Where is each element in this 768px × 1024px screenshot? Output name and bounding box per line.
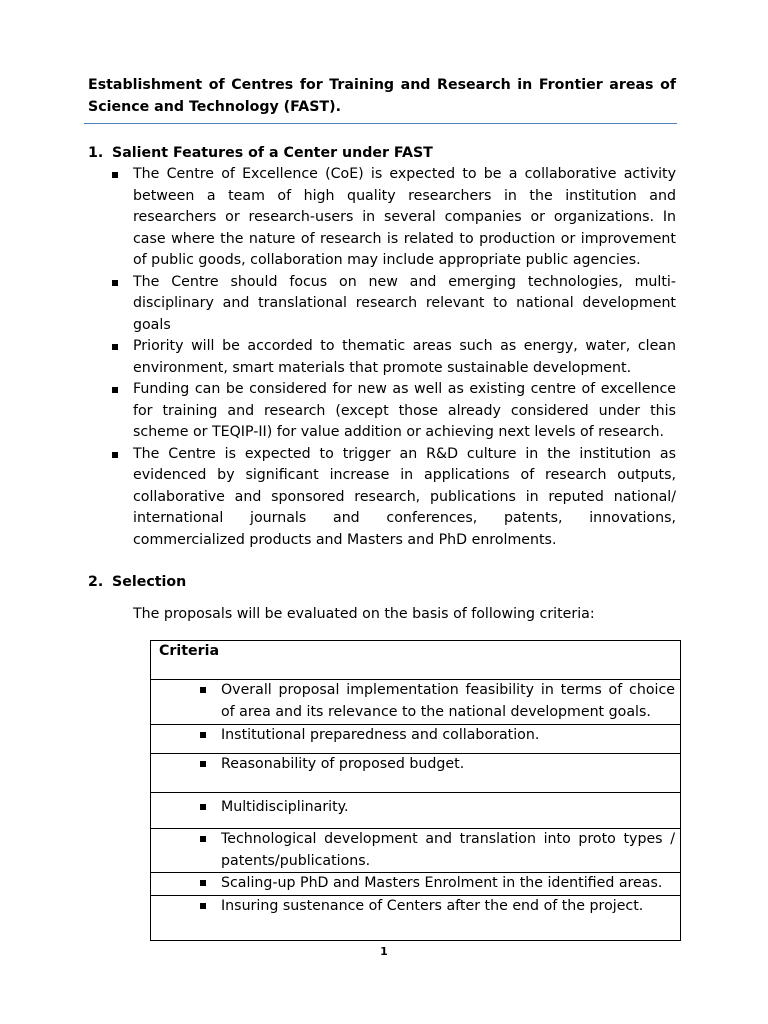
criteria-header-cell [151,641,681,680]
criteria-cell [151,793,681,829]
section-2-title: Selection [112,574,187,590]
square-bullet-icon [112,387,118,393]
feature-text: The Centre of Excellence (CoE) is expected to be a collaborative activity between a team of high quality researchers in the institution and researchers or research-users in several companies or organizations. In case where the nature of research is related to production or improvement of public goods, collaboration may include appropriate public agencies. [133,166,676,268]
section-1-title: Salient Features of a Center under FAST [112,145,433,161]
criteria-cell [151,680,681,725]
feature-bullet [112,336,676,379]
document-title: Establishment of Centres for Training and Research in Frontier areas of Science and Technology (FAST). [88,77,676,115]
criteria-row [151,725,681,754]
section-2-number: 2. [88,574,104,590]
criteria-row [151,754,681,793]
feature-bullet [112,272,676,337]
salient-features-list [112,164,676,551]
criteria-row [151,680,681,725]
square-bullet-icon [112,280,118,286]
square-bullet-icon [200,836,206,842]
feature-text: The Centre is expected to trigger an R&D culture in the institution as evidenced by significant increase in applications of research outputs, collaborative and sponsored research, publications in reputed national/ international journals and conferences, patents, innovations, commercialized products and Masters and PhD enrolments. [133,445,676,548]
square-bullet-icon [112,172,118,178]
feature-text: Funding can be considered for new as well as existing centre of excellence for training and research (except those already considered under this scheme or TEQIP-II) for value addition or achieving next levels of research. [133,381,676,440]
criteria-text: Multidisciplinarity. [221,799,349,815]
title-underline-rule [84,123,677,124]
criteria-cell [151,754,681,793]
section-2-heading [88,572,186,593]
criteria-header-label: Criteria [159,643,220,659]
criteria-row [151,873,681,896]
criteria-text: Reasonability of proposed budget. [221,756,465,772]
criteria-text: Institutional preparedness and collaboration. [221,727,540,743]
criteria-cell [151,873,681,896]
square-bullet-icon [200,732,206,738]
feature-text: The Centre should focus on new and emerging technologies, multi-disciplinary and translational research relevant to national development goals [133,273,676,333]
criteria-cell [151,725,681,754]
section-1-number: 1. [88,145,104,161]
criteria-header-row [151,641,681,680]
criteria-text: Insuring sustenance of Centers after the end of the project. [221,898,644,914]
square-bullet-icon [112,452,118,458]
square-bullet-icon [112,344,118,350]
criteria-row [151,896,681,941]
feature-text: Priority will be accorded to thematic areas such as energy, water, clean environment, smart materials that promote sustainable development. [133,338,676,376]
criteria-text: Technological development and translation into proto types / patents/publications. [221,831,675,869]
square-bullet-icon [200,804,206,810]
section-1-heading [88,143,433,164]
criteria-row [151,793,681,829]
criteria-row [151,829,681,873]
criteria-cell [151,829,681,873]
page-number: 1 [380,945,388,958]
square-bullet-icon [200,687,206,693]
criteria-text: Overall proposal implementation feasibility in terms of choice of area and its relevance to the national development goals. [221,682,675,720]
square-bullet-icon [200,880,206,886]
criteria-table [150,640,681,941]
criteria-text: Scaling-up PhD and Masters Enrolment in the identified areas. [221,875,663,891]
feature-bullet [112,444,676,552]
feature-bullet [112,379,676,444]
criteria-cell [151,896,681,941]
square-bullet-icon [200,903,206,909]
square-bullet-icon [200,761,206,767]
criteria-intro-text: The proposals will be evaluated on the basis of following criteria: [133,606,595,622]
feature-bullet [112,164,676,272]
